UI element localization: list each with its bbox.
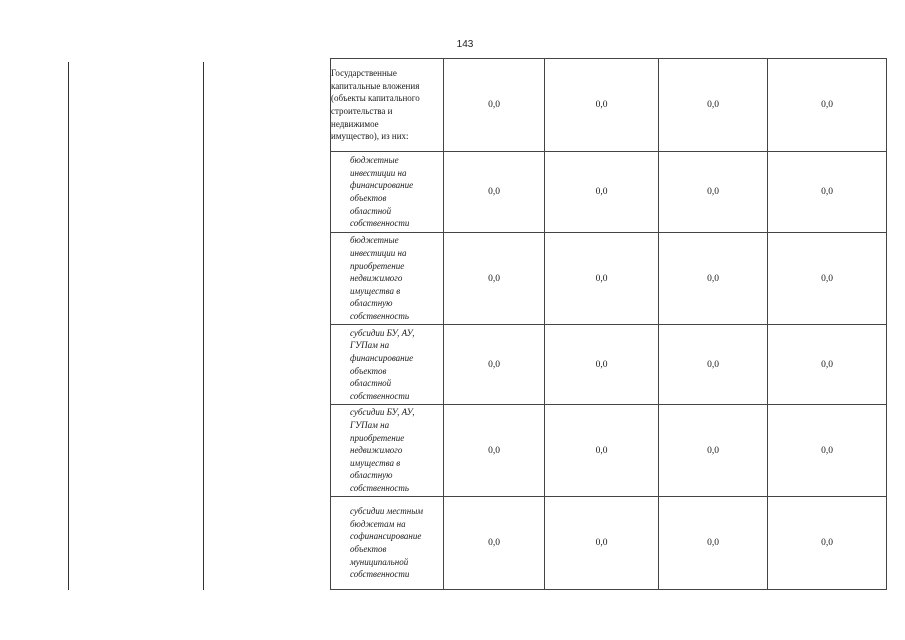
table-row: [331, 233, 887, 325]
row-label: субсидии местным бюджетам на софинансирование объектов муниципальной собственности: [350, 506, 424, 580]
row-label-cell: [331, 405, 444, 497]
value-cell: 0,0: [659, 233, 768, 325]
row-label: субсидии БУ, АУ, ГУПам на приобретение недвижимого имущества в областную собственность: [350, 407, 415, 493]
value-cell: 0,0: [545, 325, 659, 405]
value-cell: 0,0: [444, 497, 545, 590]
value-cell: 0,0: [659, 497, 768, 590]
value-cell: 0,0: [659, 405, 768, 497]
value-cell: 0,0: [659, 152, 768, 233]
value-cell: 0,0: [659, 59, 768, 152]
value-cell: 0,0: [768, 325, 887, 405]
row-label-cell: [331, 325, 444, 405]
value-cell: 0,0: [545, 233, 659, 325]
left-table-border-line: [68, 62, 69, 590]
value-cell: 0,0: [444, 405, 545, 497]
table-row: [331, 405, 887, 497]
value-cell: 0,0: [545, 152, 659, 233]
value-cell: 0,0: [768, 233, 887, 325]
row-label-cell: [331, 59, 444, 152]
page-number: 143: [456, 39, 474, 50]
value-cell: 0,0: [444, 59, 545, 152]
value-cell: 0,0: [768, 497, 887, 590]
inner-table-border-line: [203, 62, 204, 590]
table-row: [331, 152, 887, 233]
value-cell: 0,0: [444, 233, 545, 325]
table-row: [331, 325, 887, 405]
row-label: бюджетные инвестиции на приобретение недвижимого имущества в областную собственность: [350, 235, 409, 321]
table-row: [331, 497, 887, 590]
value-cell: 0,0: [444, 325, 545, 405]
value-cell: 0,0: [768, 59, 887, 152]
capital-investments-table: [330, 58, 887, 590]
value-cell: 0,0: [768, 405, 887, 497]
row-label: бюджетные инвестиции на финансирование объектов областной собственности: [350, 155, 414, 229]
row-label: субсидии БУ, АУ, ГУПам на финансирование объектов областной собственности: [350, 327, 415, 401]
value-cell: 0,0: [545, 59, 659, 152]
value-cell: 0,0: [545, 405, 659, 497]
row-label: Государственные капитальные вложения (объекты капитального строительства и недвижимое имущество), из них:: [331, 68, 420, 142]
value-cell: 0,0: [659, 325, 768, 405]
value-cell: 0,0: [444, 152, 545, 233]
row-label-cell: [331, 497, 444, 590]
row-label-cell: [331, 152, 444, 233]
value-cell: 0,0: [545, 497, 659, 590]
table-row: [331, 59, 887, 152]
row-label-cell: [331, 233, 444, 325]
value-cell: 0,0: [768, 152, 887, 233]
